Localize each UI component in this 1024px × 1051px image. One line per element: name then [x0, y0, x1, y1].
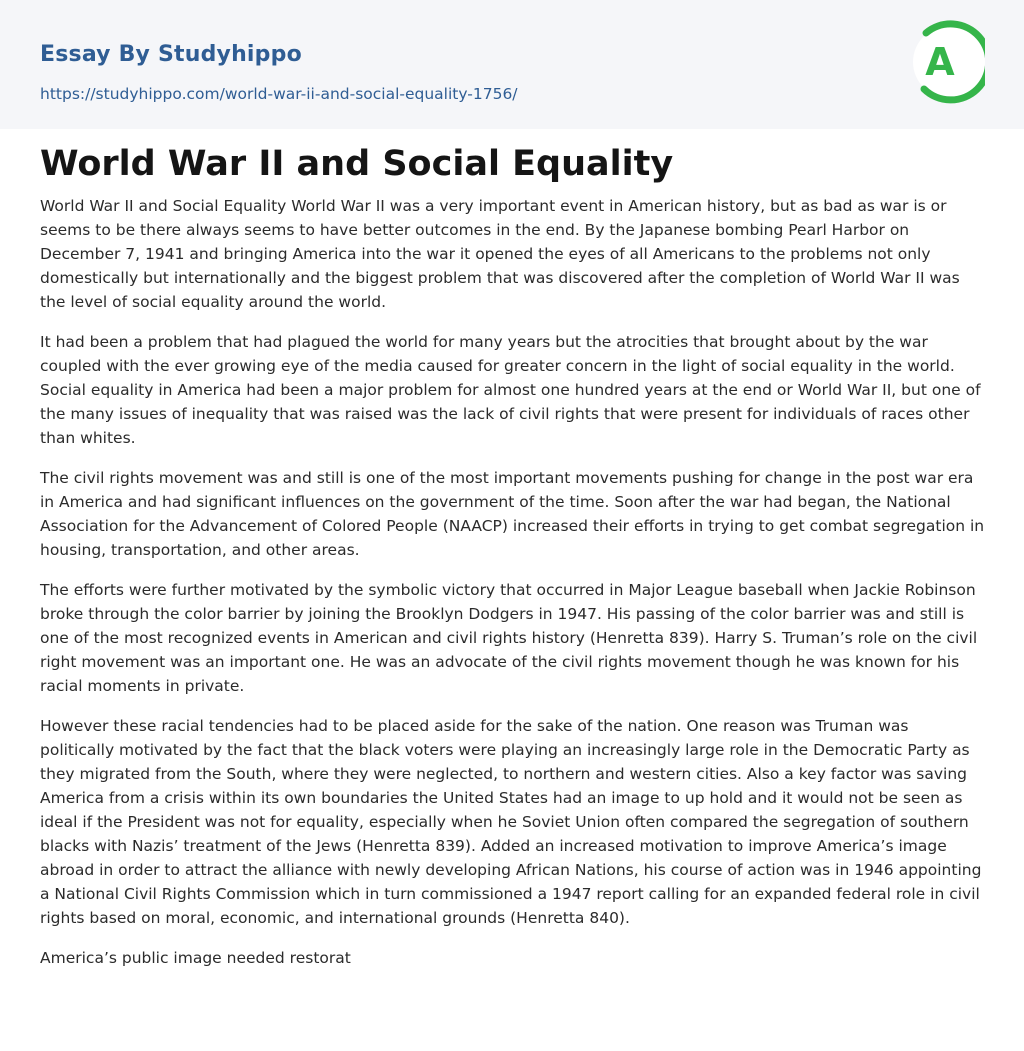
- essay-paragraph: The civil rights movement was and still is one of the most important movements pushing for change in the post war era in America and had significant influences on the government of the time. Soon after the war had began, the National Association for the Advancement of Colored People (NAACP) increased their efforts in trying to get combat segregation in housing, transportation, and other areas.: [40, 469, 985, 559]
- essay-paragraph: America’s public image needed restorat: [40, 949, 351, 967]
- brand-title[interactable]: Essay By Studyhippo: [40, 42, 302, 67]
- site-header: [0, 0, 1024, 129]
- essay-paragraph: World War II and Social Equality World War II was a very important event in American history, but as bad as war is or seems to be there always seems to have better outcomes in the end. By the Japanese bombing Pearl Harbor on December 7, 1941 and bringing America into the war it opened the eyes of all Americans to the problems not only domestically but internationally and the biggest problem that was discovered after the completion of World War II was the level of social equality around the world.: [40, 197, 960, 311]
- logo-letter: A: [925, 40, 955, 84]
- page-title: World War II and Social Equality: [40, 144, 674, 184]
- essay-body: [40, 194, 986, 986]
- essay-paragraph: It had been a problem that had plagued the world for many years but the atrocities that brought about by the war coupled with the ever growing eye of the media caused for greater concern in the light of social equality in the world. Social equality in America had been a major problem for almost one hundred years at the end or World War II, but one of the many issues of inequality that was raised was the lack of civil rights that were present for individuals of races other than whites.: [40, 333, 981, 447]
- essay-url-link[interactable]: https://studyhippo.com/world-war-ii-and-social-equality-1756/: [40, 85, 518, 103]
- studyhippo-a-logo-icon[interactable]: [913, 19, 985, 105]
- essay-paragraph: The efforts were further motivated by the symbolic victory that occurred in Major League baseball when Jackie Robinson broke through the color barrier by joining the Brooklyn Dodgers in 1947. His passing of the color barrier was and still is one of the most recognized events in American and civil rights history (Henretta 839). Harry S. Truman’s role on the civil right movement was an important one. He was an advocate of the civil rights movement though he was known for his racial moments in private.: [40, 581, 978, 695]
- essay-paragraph: However these racial tendencies had to be placed aside for the sake of the nation. One reason was Truman was politically motivated by the fact that the black voters were playing an increasingly large role in the Democratic Party as they migrated from the South, where they were neglected, to northern and western cities. Also a key factor was saving America from a crisis within its own boundaries the United States had an image to up hold and it would not be seen as ideal if the President was not for equality, especially when he Soviet Union often compared the segregation of southern blacks with Nazis’ treatment of the Jews (Henretta 839). Added an increased motivation to improve America’s image abroad in order to attract the alliance with newly developing African Nations, his course of action was in 1946 appointing a National Civil Rights Commission which in turn commissioned a 1947 report calling for an expanded federal role in civil rights based on moral, economic, and international grounds (Henretta 840).: [40, 717, 982, 927]
